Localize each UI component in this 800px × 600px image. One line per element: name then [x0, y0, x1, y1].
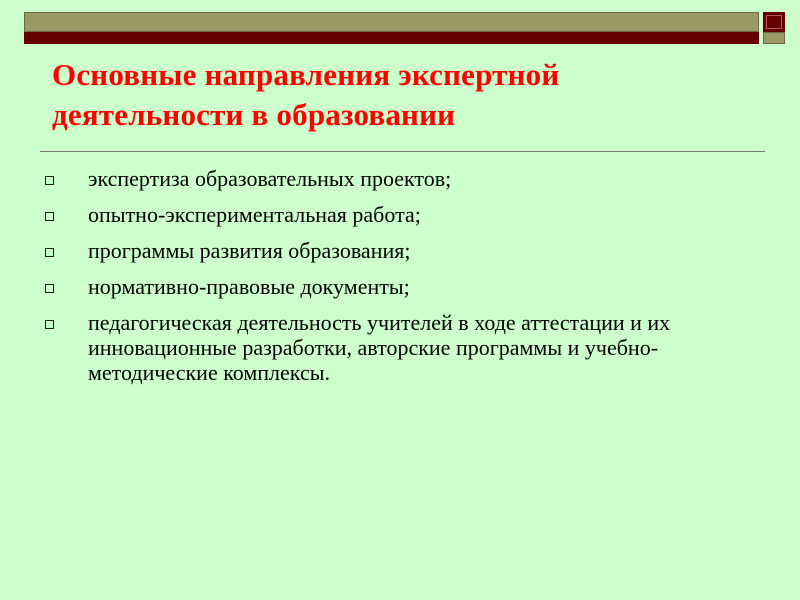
hollow-square-icon [45, 320, 54, 329]
bullet-text: экспертиза образовательных проектов; [88, 166, 452, 191]
top-decorative-stripe [24, 32, 759, 44]
hollow-square-icon [45, 212, 54, 221]
bullet-text: нормативно-правовые документы; [88, 274, 410, 299]
slide-title [52, 55, 772, 135]
bullet-list [44, 166, 744, 396]
corner-square-olive [763, 32, 785, 44]
bullet-item [44, 310, 744, 385]
corner-square-dark [763, 12, 785, 32]
title-divider [40, 151, 765, 152]
bullet-text: педагогическая деятельность учителей в ходе аттестации и их инновационные разработки, авторские программы и учебно-методические комплексы. [88, 310, 671, 385]
slide-title-line-2: деятельности в образовании [52, 97, 456, 132]
hollow-square-icon [45, 284, 54, 293]
top-decorative-bar [24, 12, 759, 32]
hollow-square-icon [45, 176, 54, 185]
bullet-text: опытно-экспериментальная работа; [88, 202, 421, 227]
slide-title-line-1: Основные направления экспертной [52, 57, 560, 92]
bullet-item [44, 238, 744, 263]
bullet-item [44, 202, 744, 227]
hollow-square-icon [45, 248, 54, 257]
bullet-item [44, 274, 744, 299]
bullet-text: программы развития образования; [88, 238, 411, 263]
bullet-item [44, 166, 744, 191]
